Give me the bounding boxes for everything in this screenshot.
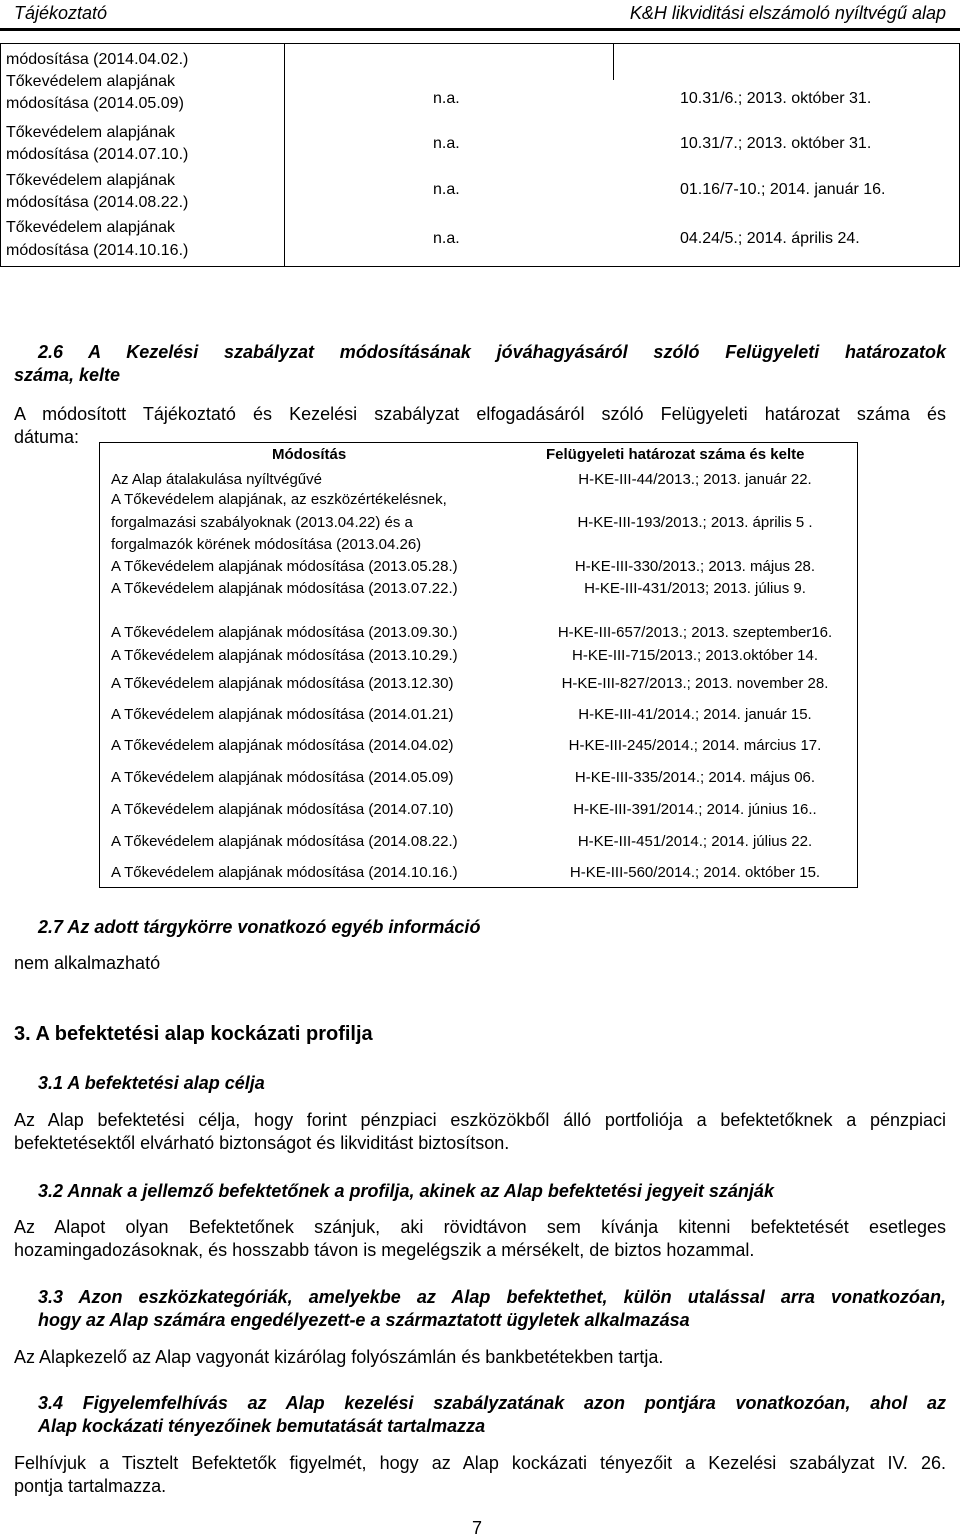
- section-2-6-intro-cont: dátuma:: [14, 427, 80, 447]
- table-divider: [613, 44, 614, 80]
- table-cell: A Tőkevédelem alapjának módosítása (2013.10.29.): [111, 647, 458, 664]
- section-2-6-title: 2.6 A Kezelési szabályzat módosításának jóváhagyásáról szóló Felügyeleti határozatok: [38, 342, 946, 362]
- section-3-title: 3. A befektetési alap kockázati profilja: [14, 1023, 373, 1045]
- table-cell: forgalmazási szabályoknak (2013.04.22) és a: [111, 514, 413, 531]
- table-cell: Tőkevédelem alapjának: [6, 172, 175, 189]
- table-cell: H-KE-III-451/2014.; 2014. július 22.: [577, 833, 813, 850]
- table-cell: A Tőkevédelem alapjának módosítása (2013.09.30.): [111, 624, 458, 641]
- table-cell: Tőkevédelem alapjának: [6, 73, 175, 90]
- table-cell: n.a.: [433, 181, 460, 198]
- table-cell: H-KE-III-657/2013.; 2013. szeptember16.: [557, 624, 833, 641]
- table-cell: A Tőkevédelem alapjának módosítása (2014.08.22.): [111, 833, 458, 850]
- table-cell: H-KE-III-193/2013.; 2013. április 5 .: [577, 514, 813, 531]
- section-3-4-title-cont: Alap kockázati tényezőinek bemutatását tartalmazza: [38, 1416, 486, 1436]
- table-cell: H-KE-III-391/2014.; 2014. június 16..: [573, 801, 817, 818]
- table-cell: Az Alap átalakulása nyíltvégűvé: [111, 471, 322, 488]
- section-3-1-text: Az Alap befektetési célja, hogy forint pénzpiaci eszközökből álló portfoliója a befektetőknek a pénzpiaci: [14, 1110, 946, 1130]
- table-cell: n.a.: [433, 90, 460, 107]
- table-cell: módosítása (2014.07.10.): [6, 146, 189, 163]
- header-title-right: K&H likviditási elszámoló nyíltvégű alap: [629, 3, 946, 23]
- section-3-2-title: 3.2 Annak a jellemző befektetőnek a profilja, akinek az Alap befektetési jegyeit szánják: [38, 1181, 774, 1201]
- table-cell: A Tőkevédelem alapjának módosítása (2014.04.02): [111, 737, 454, 754]
- page-number: 7: [472, 1518, 483, 1538]
- section-3-3-title: 3.3 Azon eszközkategóriák, amelyekbe az Alap befektethet, külön utalással arra vonatkozóan,: [38, 1287, 946, 1307]
- section-2-6-intro: A módosított Tájékoztató és Kezelési szabályzat elfogadásáról szóló Felügyeleti határozat száma és: [14, 404, 946, 424]
- table-cell: Tőkevédelem alapjának: [6, 124, 175, 141]
- section-2-6-title-cont: száma, kelte: [14, 365, 121, 385]
- table-cell: A Tőkevédelem alapjának módosítása (2013.12.30): [111, 675, 454, 692]
- table-cell: 10.31/7.; 2013. október 31.: [680, 135, 872, 152]
- table-cell: 01.16/7-10.; 2014. január 16.: [680, 181, 886, 198]
- section-3-3-title-cont: hogy az Alap számára engedélyezett-e a származtatott ügyletek alkalmazása: [38, 1310, 690, 1330]
- table-cell: A Tőkevédelem alapjának módosítása (2014.01.21): [111, 706, 454, 723]
- table-cell: 10.31/6.; 2013. október 31.: [680, 90, 872, 107]
- table-cell: H-KE-III-245/2014.; 2014. március 17.: [568, 737, 822, 754]
- table-cell: A Tőkevédelem alapjának módosítása (2014.10.16.): [111, 864, 458, 881]
- table-cell: A Tőkevédelem alapjának módosítása (2014.05.09): [111, 769, 454, 786]
- table-cell: H-KE-III-335/2014.; 2014. május 06.: [574, 769, 816, 786]
- table-cell: H-KE-III-41/2014.; 2014. január 15.: [578, 706, 812, 723]
- table-cell: A Tőkevédelem alapjának módosítása (2013.05.28.): [111, 558, 458, 575]
- table-cell: módosítása (2014.08.22.): [6, 194, 189, 211]
- section-3-3-text: Az Alapkezelő az Alap vagyonát kizárólag folyószámlán és bankbetétekben tartja.: [14, 1347, 664, 1367]
- table-divider: [284, 44, 285, 266]
- table-cell: H-KE-III-715/2013.; 2013.október 14.: [572, 647, 818, 664]
- section-3-4-text-cont: pontja tartalmazza.: [14, 1476, 167, 1496]
- section-2-7-text: nem alkalmazható: [14, 953, 161, 973]
- table-cell: módosítása (2014.04.02.): [6, 51, 189, 68]
- page-header: [0, 0, 960, 28]
- table-cell: H-KE-III-827/2013.; 2013. november 28.: [561, 675, 829, 692]
- section-3-4-text: Felhívjuk a Tisztelt Befektetők figyelmét, hogy az Alap kockázati tényezőit a Kezelési szabályzat IV. 26.: [14, 1453, 946, 1473]
- table-cell: H-KE-III-431/2013; 2013. július 9.: [584, 580, 806, 597]
- section-3-2-text-cont: hozamingadozásoknak, és hosszabb távon is megelégszik a mérsékelt, de biztos hozammal.: [14, 1240, 755, 1260]
- table-cell: n.a.: [433, 135, 460, 152]
- table-cell: H-KE-III-560/2014.; 2014. október 15.: [569, 864, 821, 881]
- table-cell: módosítása (2014.10.16.): [6, 242, 189, 259]
- table-cell: A Tőkevédelem alapjának, az eszközértékelésnek,: [111, 491, 447, 508]
- table-cell: H-KE-III-44/2013.; 2013. január 22.: [578, 471, 812, 488]
- table-cell: A Tőkevédelem alapjának módosítása (2014.07.10): [111, 801, 454, 818]
- table-cell: 04.24/5.; 2014. április 24.: [680, 230, 860, 247]
- column-header: Felügyeleti határozat száma és kelte: [546, 446, 805, 463]
- section-3-1-text-cont: befektetésektől elvárható biztonságot és likviditást biztosítson.: [14, 1133, 510, 1153]
- table-cell: A Tőkevédelem alapjának módosítása (2013.07.22.): [111, 580, 458, 597]
- table-cell: H-KE-III-330/2013.; 2013. május 28.: [574, 558, 816, 575]
- column-header: Módosítás: [272, 446, 347, 463]
- section-2-7-title: 2.7 Az adott tárgykörre vonatkozó egyéb információ: [38, 917, 481, 937]
- table-cell: forgalmazók körének módosítása (2013.04.26): [111, 536, 422, 553]
- table-cell: módosítása (2014.05.09): [6, 95, 184, 112]
- section-3-2-text: Az Alapot olyan Befektetőnek szánjuk, aki rövidtávon sem kívánja kitenni befektetését esetleges: [14, 1217, 946, 1237]
- table-cell: n.a.: [433, 230, 460, 247]
- section-3-4-title: 3.4 Figyelemfelhívás az Alap kezelési szabályzatának azon pontjára vonatkozóan, ahol az: [38, 1393, 946, 1413]
- section-3-1-title: 3.1 A befektetési alap célja: [38, 1073, 265, 1093]
- header-title-left: Tájékoztató: [14, 3, 108, 23]
- table-cell: Tőkevédelem alapjának: [6, 219, 175, 236]
- header-rule: [0, 28, 960, 31]
